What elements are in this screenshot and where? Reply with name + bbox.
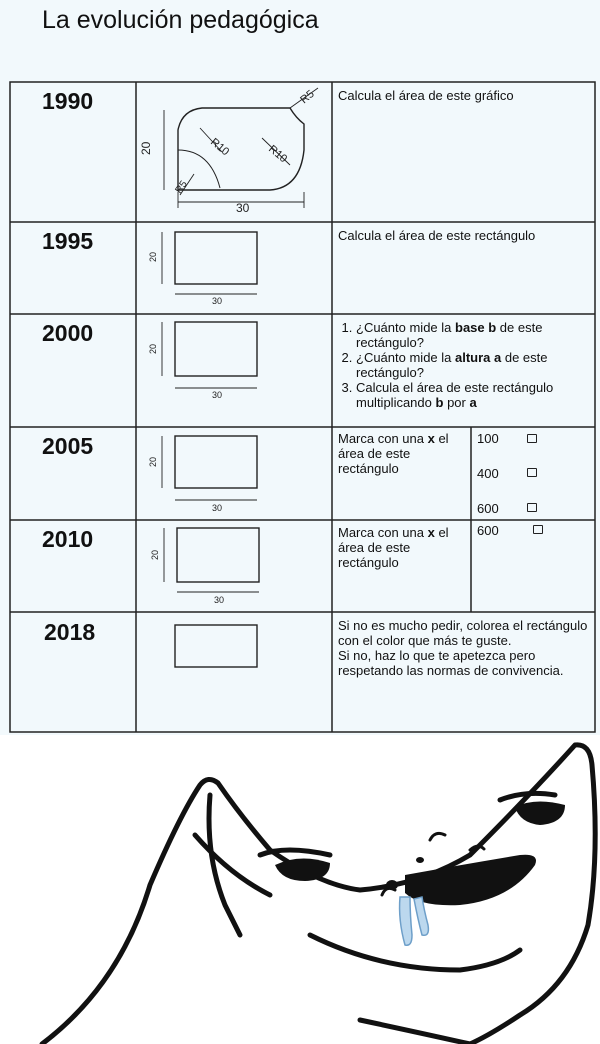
page-title: La evolución pedagógica: [42, 6, 319, 34]
year-1995: 1995: [42, 228, 94, 254]
dim-1995-width: 30: [212, 296, 223, 306]
task-2000-steps: [338, 320, 592, 410]
rect-2018: [175, 625, 257, 667]
task-2005: Marca con una x el área de este rectángulo: [338, 431, 449, 476]
dim-2005-height: 20: [148, 456, 158, 467]
dim-1990-r4: R5: [173, 178, 190, 196]
option-2010-1: 600: [477, 523, 499, 538]
checkbox-2010-1[interactable]: [533, 525, 543, 534]
checkbox-2005-1[interactable]: [527, 434, 537, 443]
task-2010: Marca con una x el área de este rectángulo: [338, 525, 449, 570]
task-2018-line1: Si no es mucho pedir, colorea el rectángulo con el color que más te guste.: [338, 618, 588, 648]
option-2005-3: 600: [477, 501, 499, 516]
brainlet-face-drawing: [0, 735, 600, 1044]
dim-1990-r3: R5: [298, 88, 317, 107]
task-1990: Calcula el área de este gráfico: [338, 88, 514, 103]
dim-1990-height: 20: [139, 141, 153, 155]
year-2018: 2018: [44, 619, 96, 645]
task-2018-line2: Si no, haz lo que te apetezca pero respetando las normas de convivencia.: [338, 648, 564, 678]
step-2: 2. ¿Cuánto mide la altura a de este rectángulo?: [356, 350, 592, 380]
step-1: 1. ¿Cuánto mide la base b de este rectángulo?: [356, 320, 592, 350]
task-1995: Calcula el área de este rectángulo: [338, 228, 536, 243]
year-2000: 2000: [42, 320, 94, 346]
dim-2010-height: 20: [150, 549, 160, 560]
year-1990: 1990: [42, 88, 94, 114]
dim-1990-r1: R10: [208, 136, 232, 159]
rect-2005: [162, 436, 257, 500]
task-2000: [338, 320, 592, 410]
dim-2005-width: 30: [212, 503, 223, 513]
dim-2010-width: 30: [214, 595, 225, 605]
checkbox-2005-3[interactable]: [527, 503, 537, 512]
dim-2000-height: 20: [148, 343, 158, 354]
dim-2000-width: 30: [212, 390, 223, 400]
dim-1995-height: 20: [148, 251, 158, 262]
checkbox-2005-2[interactable]: [527, 468, 537, 477]
dim-1990-width: 30: [236, 201, 250, 215]
shape-1990: [164, 88, 318, 208]
option-2005-2: 400: [477, 466, 499, 481]
dim-1990-r2: R10: [266, 143, 290, 166]
rect-2000: [162, 322, 257, 388]
year-2010: 2010: [42, 526, 94, 552]
rect-1995: [162, 232, 257, 294]
rect-2010: [164, 528, 259, 592]
step-3: 3. Calcula el área de este rectángulo multiplicando b por a: [356, 380, 592, 410]
option-2005-1: 100: [477, 431, 499, 446]
year-2005: 2005: [42, 433, 94, 459]
task-2018: [338, 618, 592, 678]
